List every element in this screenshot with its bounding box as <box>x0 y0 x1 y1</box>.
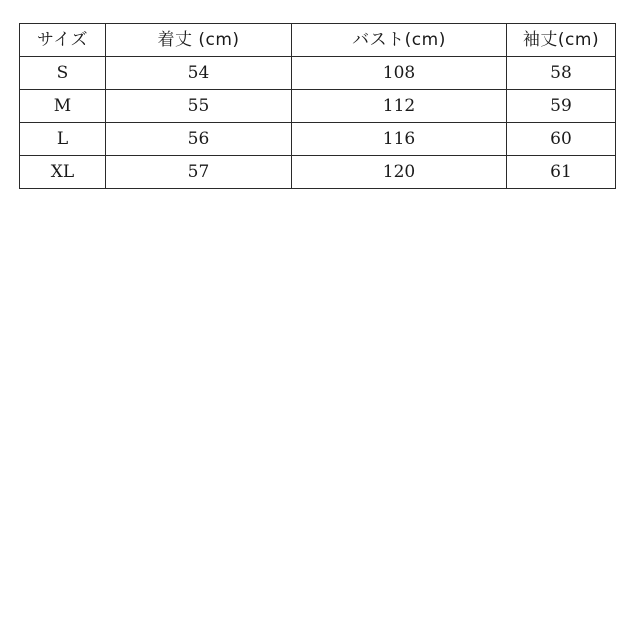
cell-size: L <box>20 123 106 156</box>
cell-bust: 116 <box>292 123 507 156</box>
cell-bust: 120 <box>292 156 507 189</box>
cell-size: XL <box>20 156 106 189</box>
header-length: 着丈 (cm) <box>106 24 292 57</box>
header-sleeve: 袖丈(cm) <box>507 24 616 57</box>
cell-length: 56 <box>106 123 292 156</box>
header-bust: バスト(cm) <box>292 24 507 57</box>
header-size: サイズ <box>20 24 106 57</box>
cell-sleeve: 61 <box>507 156 616 189</box>
table-row <box>20 57 616 90</box>
cell-size: S <box>20 57 106 90</box>
cell-sleeve: 60 <box>507 123 616 156</box>
size-chart-table <box>19 23 616 189</box>
table-row <box>20 123 616 156</box>
cell-bust: 108 <box>292 57 507 90</box>
cell-length: 55 <box>106 90 292 123</box>
cell-sleeve: 58 <box>507 57 616 90</box>
cell-bust: 112 <box>292 90 507 123</box>
table-header-row <box>20 24 616 57</box>
cell-length: 54 <box>106 57 292 90</box>
table-row <box>20 90 616 123</box>
cell-sleeve: 59 <box>507 90 616 123</box>
cell-size: M <box>20 90 106 123</box>
cell-length: 57 <box>106 156 292 189</box>
table-row <box>20 156 616 189</box>
